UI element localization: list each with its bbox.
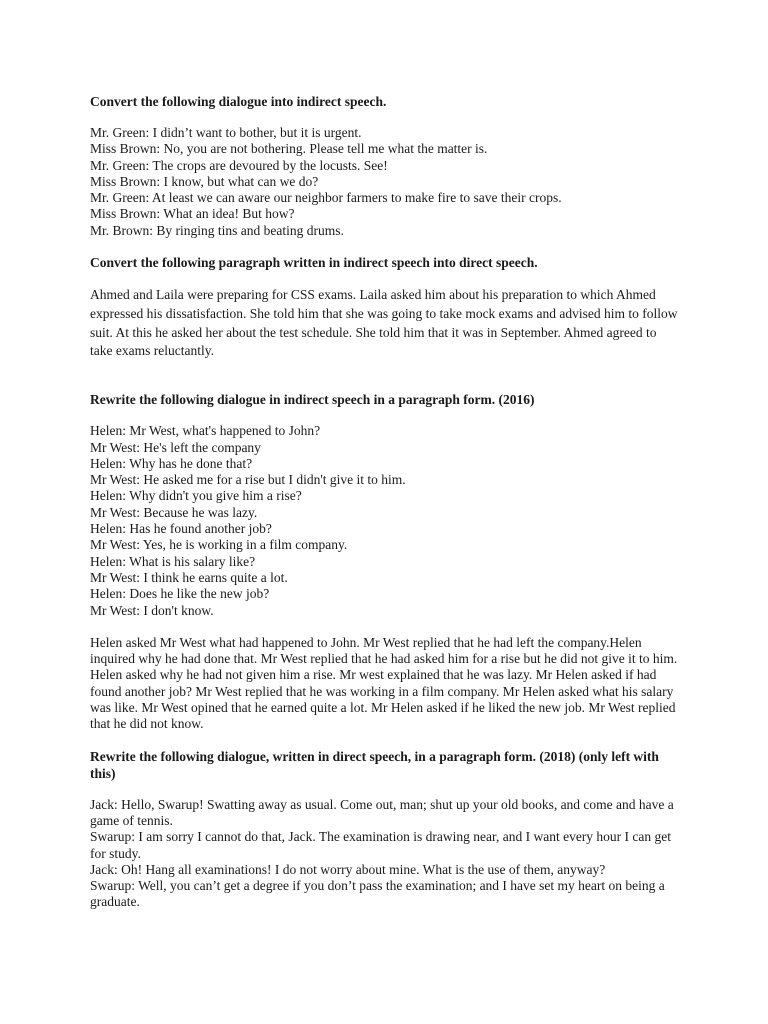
dialogue-line: Helen: Has he found another job? bbox=[90, 521, 272, 537]
section3-dialogue bbox=[90, 423, 680, 619]
dialogue-line: Miss Brown: No, you are not bothering. Please tell me what the matter is. bbox=[90, 141, 488, 157]
section1-heading: Convert the following dialogue into indirect speech. bbox=[90, 94, 387, 109]
section4-dialogue bbox=[90, 797, 680, 911]
dialogue-line: Miss Brown: What an idea! But how? bbox=[90, 206, 295, 222]
dialogue-line: Jack: Hello, Swarup! Swatting away as usual. Come out, man; shut up your old books, and come and have a game of tennis. bbox=[90, 796, 674, 828]
dialogue-line: Swarup: I am sorry I cannot do that, Jack. The examination is drawing near, and I want every hour I can get for study. bbox=[90, 829, 672, 861]
section1-dialogue bbox=[90, 125, 680, 239]
dialogue-line: Mr West: Because he was lazy. bbox=[90, 504, 258, 520]
dialogue-line: Mr. Green: The crops are devoured by the locusts. See! bbox=[90, 157, 388, 173]
dialogue-line: Helen: Does he like the new job? bbox=[90, 586, 270, 602]
dialogue-line: Jack: Oh! Hang all examinations! I do not worry about mine. What is the use of them, anyway? bbox=[90, 861, 606, 877]
dialogue-line: Helen: Why didn't you give him a rise? bbox=[90, 488, 302, 504]
section2-heading: Convert the following paragraph written in indirect speech into direct speech. bbox=[90, 255, 538, 271]
dialogue-line: Mr West: He asked me for a rise but I didn't give it to him. bbox=[90, 472, 406, 488]
dialogue-line: Helen: What is his salary like? bbox=[90, 553, 256, 569]
section4-heading: Rewrite the following dialogue, written in direct speech, in a paragraph form. (2018) (only left with this) bbox=[90, 748, 659, 781]
dialogue-line: Mr West: He's left the company bbox=[90, 439, 261, 455]
dialogue-line: Mr West: I don't know. bbox=[90, 602, 214, 618]
dialogue-line: Miss Brown: I know, but what can we do? bbox=[90, 173, 319, 189]
section3-heading: Rewrite the following dialogue in indirect speech in a paragraph form. (2016) bbox=[90, 392, 535, 408]
section2-paragraph: Ahmed and Laila were preparing for CSS exams. Laila asked him about his preparation to which Ahmed expressed his dissatisfaction. She told him that she was going to take mock exams and advised him to follow suit. At this he asked her about the test schedule. She told him that it was in September. Ahmed agreed to take exams reluctantly. bbox=[90, 287, 678, 359]
dialogue-line: Helen: Why has he done that? bbox=[90, 455, 253, 471]
dialogue-line: Mr. Green: I didn’t want to bother, but it is urgent. bbox=[90, 125, 362, 140]
dialogue-line: Mr West: Yes, he is working in a film company. bbox=[90, 537, 348, 553]
dialogue-line: Mr West: I think he earns quite a lot. bbox=[90, 569, 288, 585]
dialogue-line: Mr. Brown: By ringing tins and beating drums. bbox=[90, 222, 344, 238]
dialogue-line: Swarup: Well, you can’t get a degree if you don’t pass the examination; and I have set my heart on being a graduate. bbox=[90, 878, 665, 910]
dialogue-line: Mr. Green: At least we can aware our neighbor farmers to make fire to save their crops. bbox=[90, 190, 562, 206]
section3-answer-paragraph: Helen asked Mr West what had happened to John. Mr West replied that he had left the company.Helen inquired why he had done that. Mr West replied that he had asked him for a rise but he did not give it to him. Helen asked why he had not given him a rise. Mr west explained that he was lazy. Mr Helen asked if had found another job? Mr West replied that he was working in a film company. Mr Helen asked what his salary was like. Mr West opined that he earned quite a lot. Mr Helen asked if he liked the new job. Mr West replied that he did not know. bbox=[90, 634, 678, 732]
document-page bbox=[90, 93, 680, 911]
dialogue-line: Helen: Mr West, what's happened to John? bbox=[90, 423, 321, 439]
